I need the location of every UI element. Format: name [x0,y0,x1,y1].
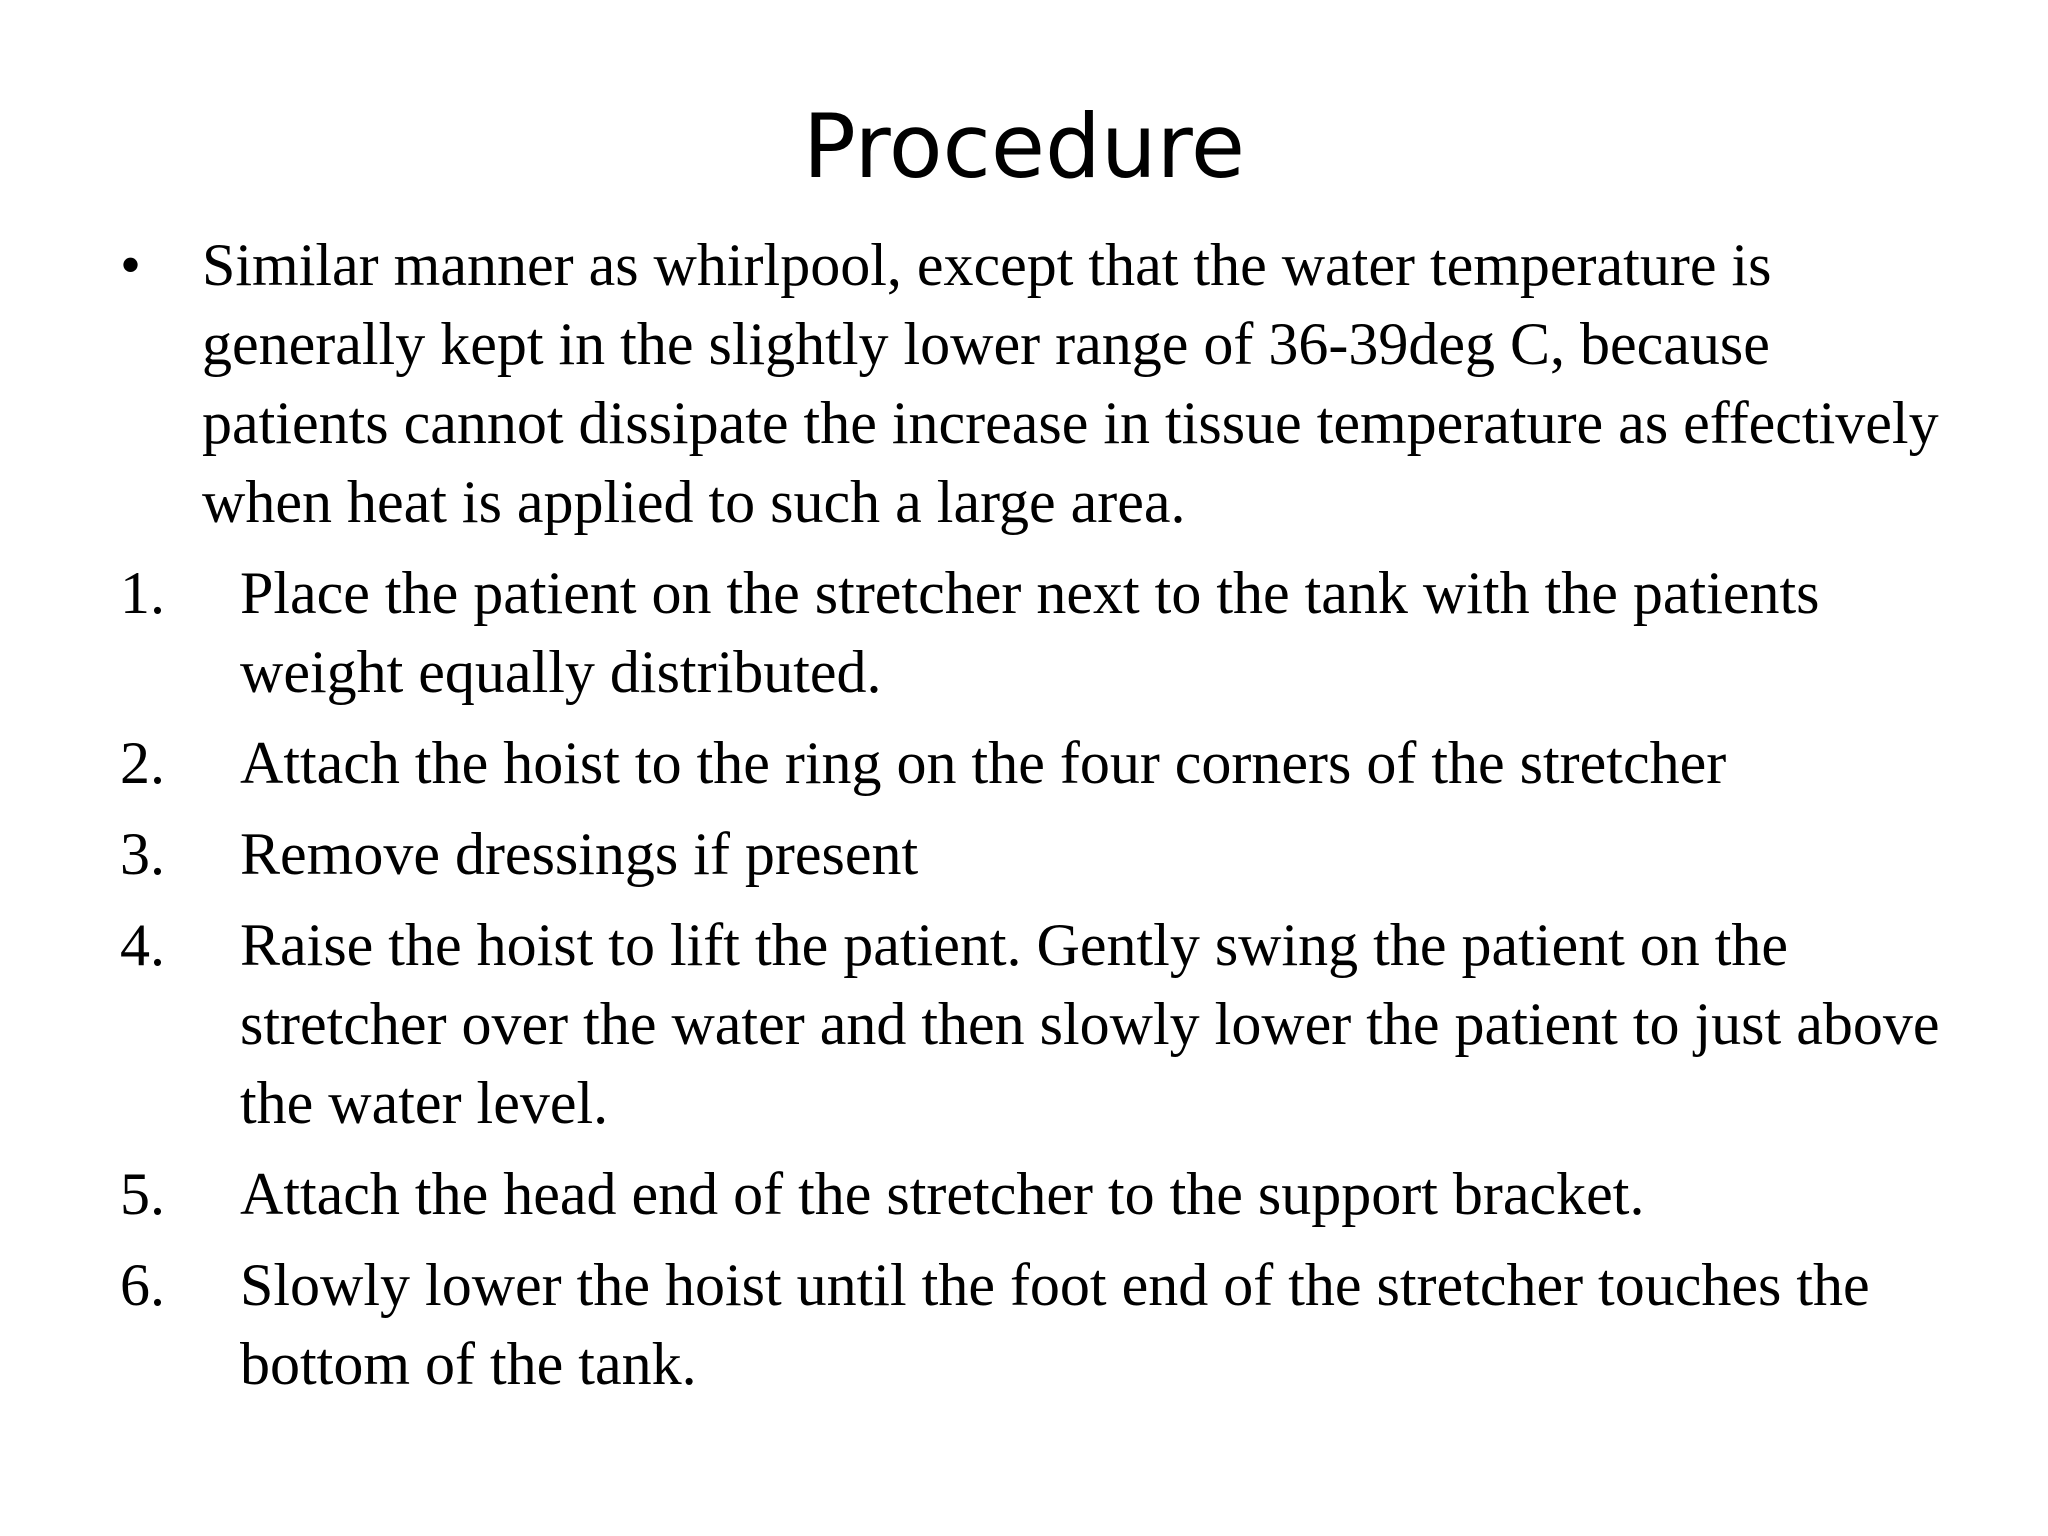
slide-title: Procedure [802,95,1246,198]
step-text: Place the patient on the stretcher next to the tank with the patients weight equally distributed. [240,560,1820,705]
step-text: Attach the hoist to the ring on the four corners of the stretcher [240,730,1727,796]
step-item-2 [120,724,1960,803]
slide-body [120,226,1960,1416]
step-number: 2. [120,730,165,796]
step-number: 3. [120,821,165,887]
step-number: 5. [120,1161,165,1227]
step-number: 4. [120,912,165,978]
step-item-6 [120,1246,1960,1404]
step-item-5 [120,1155,1960,1234]
step-number: 6. [120,1252,165,1318]
bullet-text: Similar manner as whirlpool, except that the water temperature is generally kept in the slightly lower range of 36-39deg C, because patients cannot dissipate the increase in tissue temperature as effectively when heat is applied to such a large area. [202,232,1939,535]
step-item-1 [120,554,1960,712]
step-text: Attach the head end of the stretcher to the support bracket. [240,1161,1645,1227]
step-text: Slowly lower the hoist until the foot end of the stretcher touches the bottom of the tank. [240,1252,1870,1397]
step-number: 1. [120,560,165,626]
bullet-marker: • [120,232,142,298]
step-item-4 [120,906,1960,1143]
step-item-3 [120,815,1960,894]
step-text: Raise the hoist to lift the patient. Gently swing the patient on the stretcher over the water and then slowly lower the patient to just above the water level. [240,912,1940,1136]
bullet-item [120,226,1960,542]
step-text: Remove dressings if present [240,821,919,887]
